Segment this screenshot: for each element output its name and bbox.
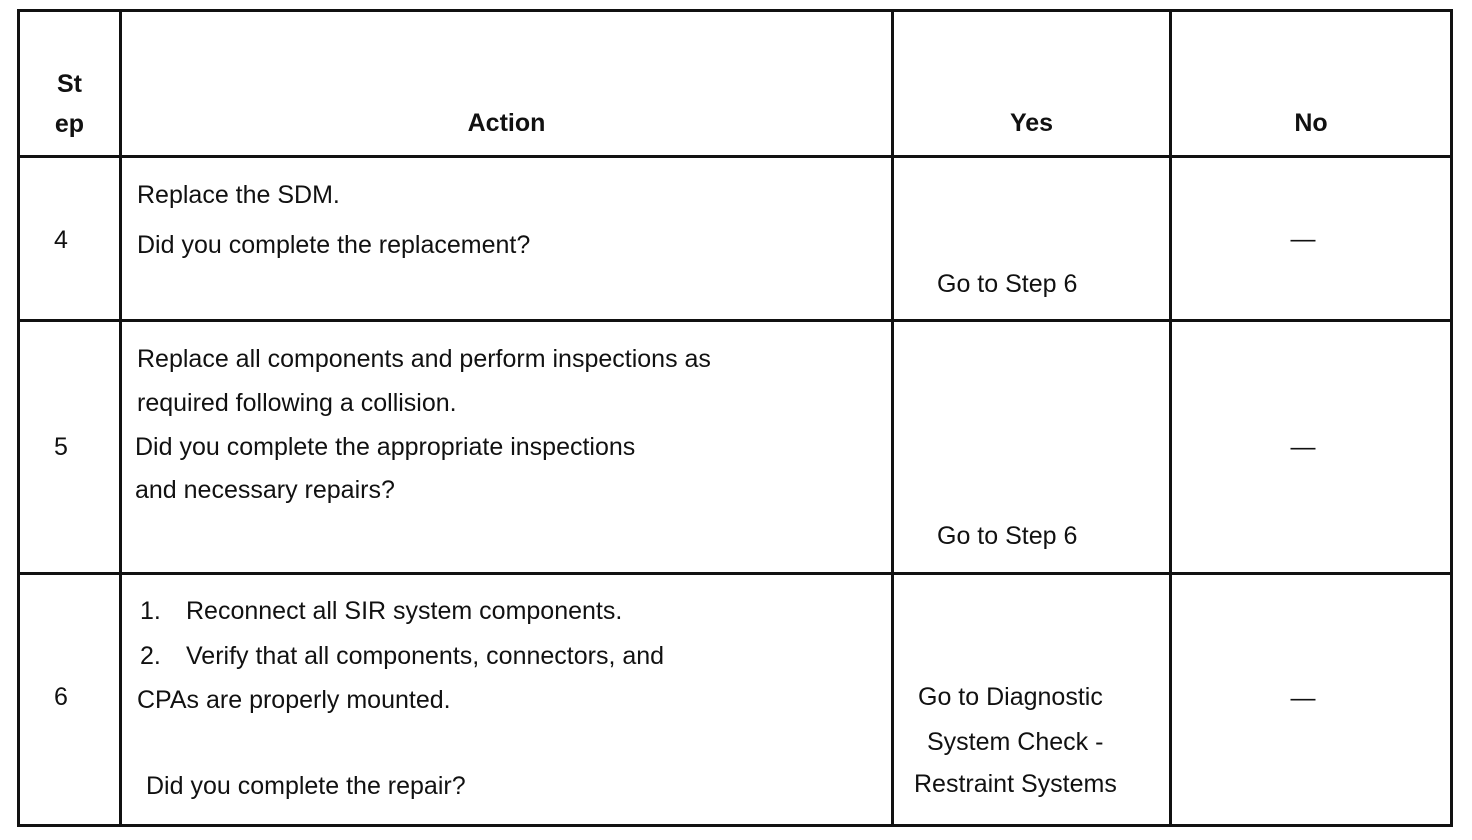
no-result: — bbox=[1290, 225, 1316, 253]
action-text: Did you complete the replacement? bbox=[137, 231, 531, 259]
row-divider bbox=[17, 572, 1453, 575]
list-item-number: 2. bbox=[140, 642, 161, 670]
no-result: — bbox=[1290, 433, 1316, 461]
action-text: Did you complete the appropriate inspections bbox=[135, 433, 636, 461]
row-divider bbox=[17, 319, 1453, 322]
header-step-line1: St bbox=[57, 70, 82, 98]
yes-result: Go to Diagnostic bbox=[918, 683, 1103, 711]
action-text: Replace the SDM. bbox=[137, 181, 340, 209]
yes-result: Go to Step 6 bbox=[937, 270, 1078, 298]
step-number: 6 bbox=[54, 683, 68, 711]
list-item-number: 1. bbox=[140, 597, 161, 625]
action-text: Did you complete the repair? bbox=[146, 772, 466, 800]
action-text: and necessary repairs? bbox=[135, 476, 395, 504]
table-border-bottom bbox=[17, 824, 1453, 827]
action-text: Replace all components and perform inspections as bbox=[137, 345, 711, 373]
step-number: 5 bbox=[54, 433, 68, 461]
header-no: No bbox=[1294, 109, 1328, 137]
step-number: 4 bbox=[54, 226, 68, 254]
action-text: required following a collision. bbox=[137, 389, 457, 417]
no-result: — bbox=[1290, 684, 1316, 712]
action-text: Reconnect all SIR system components. bbox=[186, 597, 623, 625]
action-text: CPAs are properly mounted. bbox=[137, 686, 451, 714]
header-yes: Yes bbox=[1009, 109, 1054, 137]
table-border-top bbox=[17, 9, 1453, 12]
table-border-right bbox=[1450, 9, 1453, 827]
header-step-line2: ep bbox=[54, 110, 85, 138]
yes-result: Restraint Systems bbox=[914, 770, 1117, 798]
action-text: Verify that all components, connectors, and bbox=[186, 642, 665, 670]
header-divider bbox=[17, 155, 1453, 158]
yes-result: System Check - bbox=[927, 728, 1104, 756]
header-action: Action bbox=[467, 109, 546, 137]
yes-result: Go to Step 6 bbox=[937, 522, 1078, 550]
